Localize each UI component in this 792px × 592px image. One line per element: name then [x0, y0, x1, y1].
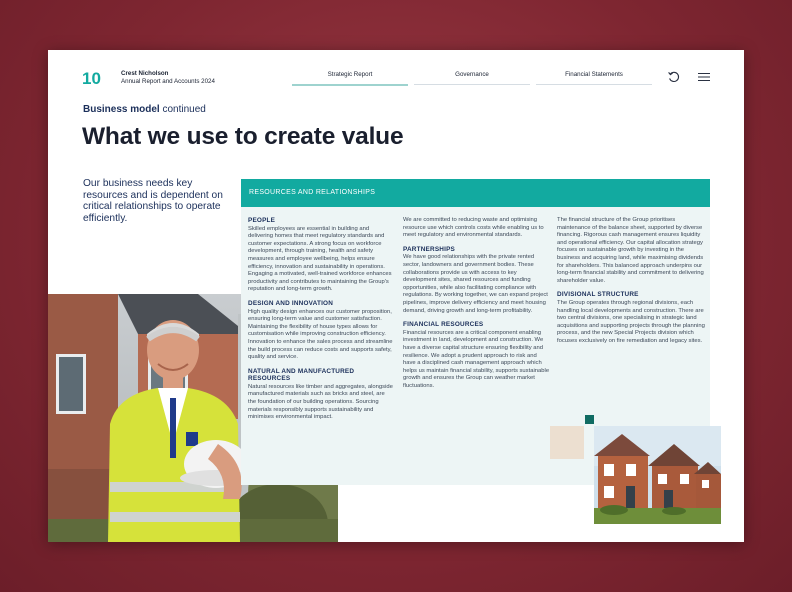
tab-governance[interactable]: Governance — [414, 71, 530, 85]
decorative-square — [550, 426, 584, 459]
decorative-square-teal — [585, 415, 594, 424]
panel-title: RESOURCES AND RELATIONSHIPS — [241, 179, 710, 207]
section-nav — [292, 71, 652, 85]
houses-photo — [594, 426, 721, 524]
text-design: High quality design enhances our customer proposition, ensuring long-term value and customer satisfaction. Maintaining the flexibility of house types allows for customisation while improving construction efficiency. Innovation to enhance the sales process and streamline the build process can reduce costs and supports safety, quality and service. — [248, 308, 393, 361]
column-3 — [557, 217, 705, 352]
menu-icon[interactable] — [697, 70, 711, 84]
text-waste: We are committed to reducing waste and optimising resource use which controls costs while enabling us to meet regulatory and environmental standards. — [403, 217, 544, 239]
text-natural: Natural resources like timber and aggregates, alongside manufactured materials such as bricks and steel, are the foundation of our building operations. Sourcing materials responsibly supports sustainability and minimises environmental impact. — [248, 383, 393, 421]
text-people: Skilled employees are essential in building and delivering homes that meet regulatory standards and customer expectations. A strong focus on workforce development, through training, health and safety measures and employee wellbeing, helps ensure efficiency, innovation and sustainability in operations. Engaging a motivated, well-trained workforce enhances productivity and contributes to maintaining the Group's reputation and long-term growth. — [248, 225, 392, 293]
section-label — [83, 104, 206, 115]
text-divisional: The Group operates through regional divisions, each handling local developments and construction. There are two central divisions, one specialising in strategic land acquisitions and supporting projects through the planning process, and the new Special Projects division which focuses exclusively on fire remediation and legacy sites. — [557, 299, 705, 344]
brand-subtitle: Annual Report and Accounts 2024 — [121, 78, 215, 85]
heading-design: DESIGN AND INNOVATION — [248, 299, 334, 307]
section-label-bold: Business model — [83, 104, 160, 115]
intro-text: Our business needs key resources and is dependent on critical relationships to operate efficiently. — [83, 178, 223, 224]
text-financial: Financial resources are a critical component enabling investment in land, development and construction. We have a diverse capital structure ensuring flexibility and resilience. We adopt a prudent approach to risk and have a disciplined cash management approach which helps us maintain financial stability, supports sustainable growth and ensures the Group can weather market fluctuations. — [403, 329, 550, 389]
text-structure: The financial structure of the Group prioritises maintenance of the balance sheet, supported by diverse financing. Rigorous cash management ensures liquidity and operational efficiency. Our capital allocation strategy focuses on sustainable growth by investing in the business and acquiring land, while maximising dividends for shareholders. This balanced approach underpins our long-term financial stability and commitment to delivering shareholder value. — [557, 217, 704, 284]
column-2 — [403, 217, 551, 396]
report-page — [48, 50, 744, 542]
refresh-icon[interactable] — [667, 70, 681, 84]
heading-divisional: DIVISIONAL STRUCTURE — [557, 291, 639, 299]
tab-financial-statements[interactable]: Financial Statements — [536, 71, 652, 85]
page-title: What we use to create value — [82, 123, 404, 150]
heading-people: PEOPLE — [248, 217, 276, 224]
heading-financial: FINANCIAL RESOURCES — [403, 321, 484, 329]
column-1 — [248, 217, 394, 428]
page-number: 10 — [82, 69, 101, 88]
brand-name: Crest Nicholson — [121, 70, 169, 77]
tab-strategic-report[interactable]: Strategic Report — [292, 71, 408, 86]
text-partnerships: We have good relationships with the private rented sector, landowners and government bodies. These collaborations provide us with access to key development sites, shared resources and funding opportunities, while also facilitating compliance with regulations. By working together, we can expand project pipelines, improve delivery efficiency and meet housing demand, driving growth and long-term profitability. — [403, 254, 548, 314]
section-label-rest: continued — [159, 104, 206, 115]
heading-partnerships: PARTNERSHIPS — [403, 245, 455, 253]
heading-natural: NATURAL AND MANUFACTURED RESOURCES — [248, 367, 355, 383]
brand-block — [121, 70, 215, 86]
